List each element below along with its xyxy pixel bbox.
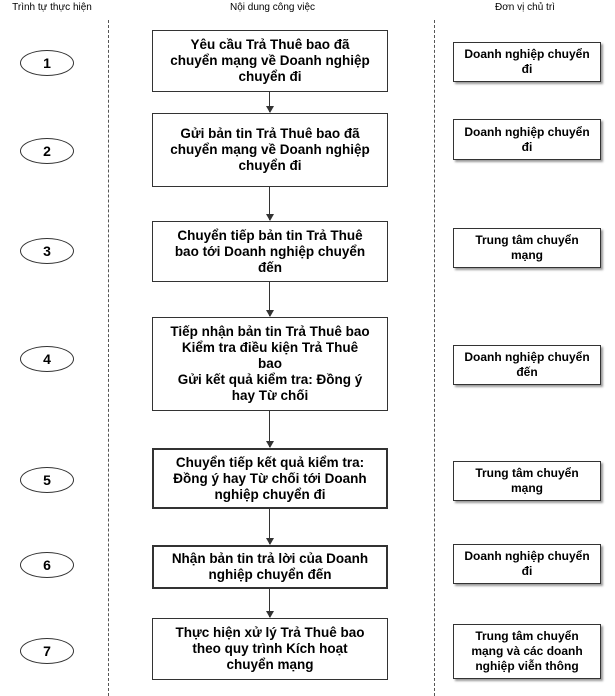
step-7-owner	[453, 624, 601, 679]
arrow-1-2	[268, 92, 272, 112]
step-1-task-text: Yêu cầu Trả Thuê bao đã chuyển mạng về Doanh nghiệp chuyển đi	[170, 37, 370, 84]
arrow-3-4	[268, 282, 272, 316]
step-2-number: 2	[20, 138, 74, 164]
step-2-task-text: Gửi bản tin Trả Thuê bao đã chuyển mạng về Doanh nghiệp chuyển đi	[170, 126, 370, 173]
divider-left	[108, 20, 109, 696]
divider-right	[434, 20, 435, 696]
step-6-task	[152, 545, 388, 589]
step-6-owner	[453, 544, 601, 584]
arrow-5-6	[268, 509, 272, 544]
arrow-6-7	[268, 589, 272, 617]
step-7-owner-text: Trung tâm chuyển mạng và các doanh nghiệp viễn thông	[471, 629, 583, 673]
step-6-task-text: Nhận bản tin trả lời của Doanh nghiệp chuyển đến	[171, 551, 369, 582]
step-4-number: 4	[20, 346, 74, 372]
step-1-task	[152, 30, 388, 92]
step-6-owner-text: Doanh nghiệp chuyển đi	[464, 549, 590, 578]
step-2-owner-text: Doanh nghiệp chuyển đi	[464, 124, 590, 154]
arrow-4-5	[268, 411, 272, 447]
step-1-owner	[453, 42, 601, 82]
step-4-task-text: Tiếp nhận bản tin Trả Thuê bao Kiểm tra điều kiện Trả Thuê bao Gửi kết quả kiểm tra: Đồng ý hay Từ chối	[170, 324, 370, 403]
step-3-task-text: Chuyển tiếp bản tin Trả Thuê bao tới Doanh nghiệp chuyển đến	[174, 227, 366, 275]
step-1-number: 1	[20, 50, 74, 76]
header-owner: Đơn vị chủ trì	[495, 2, 555, 13]
step-5-owner-text: Trung tâm chuyển mạng	[475, 466, 579, 495]
step-2-task	[152, 113, 388, 187]
step-5-task	[152, 448, 388, 509]
arrow-2-3	[268, 187, 272, 220]
step-3-owner-text: Trung tâm chuyển mạng	[475, 233, 579, 262]
header-content: Nội dung công việc	[229, 2, 316, 13]
step-7-task	[152, 618, 388, 680]
step-3-owner	[453, 228, 601, 268]
step-5-number: 5	[20, 467, 74, 493]
step-4-owner	[453, 345, 601, 385]
step-6-number: 6	[20, 552, 74, 578]
step-4-task	[152, 317, 388, 411]
step-5-task-text: Chuyển tiếp kết quả kiểm tra: Đồng ý hay Từ chối tới Doanh nghiệp chuyển đi	[173, 454, 367, 502]
step-5-owner	[453, 461, 601, 501]
step-7-task-text: Thực hiện xử lý Trả Thuê bao theo quy trình Kích hoạt chuyển mạng	[175, 625, 365, 672]
step-7-number: 7	[20, 638, 74, 664]
step-2-owner	[453, 119, 601, 160]
header-order: Trình tự thực hiện	[12, 2, 92, 13]
step-4-owner-text: Doanh nghiệp chuyển đến	[464, 350, 590, 379]
step-3-task	[152, 221, 388, 282]
step-3-number: 3	[20, 238, 74, 264]
step-1-owner-text: Doanh nghiệp chuyển đi	[464, 47, 590, 76]
